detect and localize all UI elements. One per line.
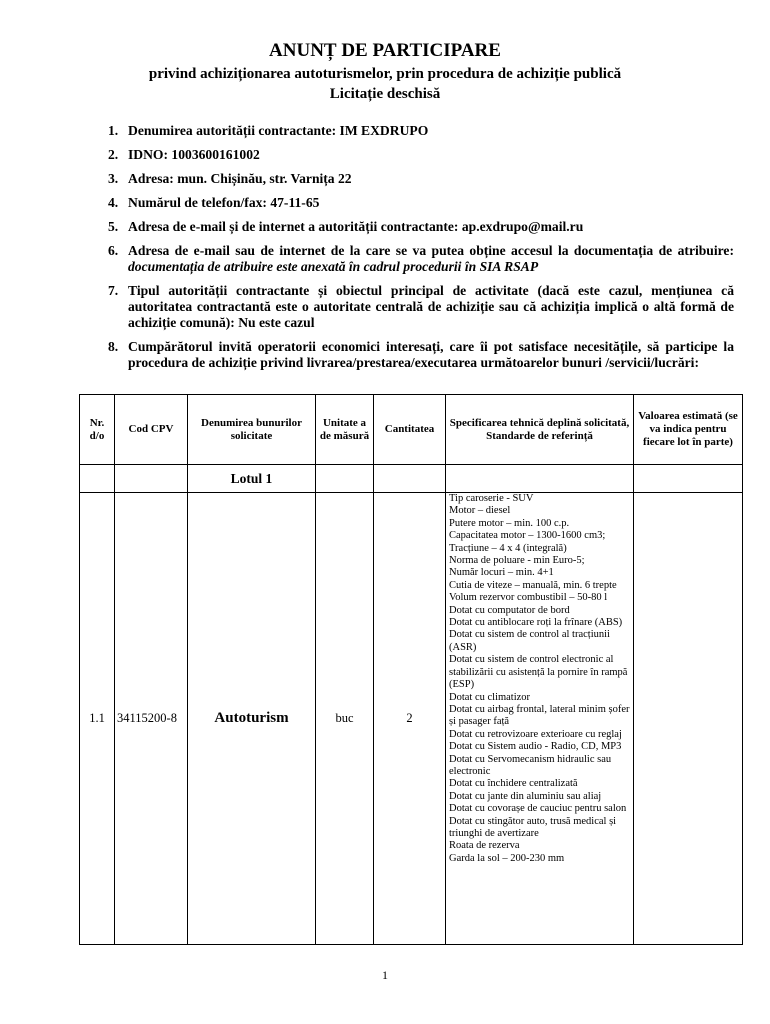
item-email: 5. Adresa de e-mail și de internet a autorității contractante: ap.exdrupo@mail.ru	[108, 219, 584, 234]
row-quantity: 2	[374, 493, 446, 945]
spec-line: Motor – diesel	[449, 505, 511, 517]
header-goods-name: Denumirea bunurilor solicitate	[188, 395, 316, 465]
spec-line: Număr locuri – min. 4+1	[449, 567, 554, 579]
header-cpv: Cod CPV	[115, 395, 188, 465]
row-goods-name: Autoturism	[188, 493, 316, 945]
spec-line: Dotat cu sistem de control electronic al stabilizării cu asistență la pornire în rampă (ESP)	[449, 654, 628, 691]
item-authority-type: 7. Tipul autorității contractante și obiectul principal de activitate (dacă este cazul, mențiunea că autoritatea contractantă este o autoritate centrală de achiziție sau că achiziția implică o altă formă de achiziție comună): Nu este cazul	[108, 283, 734, 330]
spec-line: Roata de rezerva	[449, 840, 520, 852]
spec-line: Dotat cu stingător auto, trusă medical și triunghi de avertizare	[449, 815, 617, 839]
spec-line: Dotat cu Servomecanism hidraulic sau electronic	[449, 753, 612, 777]
row-unit: buc	[316, 493, 374, 945]
row-cpv: 34115200-8	[115, 493, 188, 945]
page-number: 1	[382, 968, 388, 982]
spec-line: Putere motor – min. 100 c.p.	[449, 517, 570, 529]
document-subtitle: privind achiziționarea autoturismelor, prin procedura de achiziție publică	[148, 66, 622, 82]
document-title: ANUNȚ DE PARTICIPARE	[269, 40, 501, 61]
spec-line: Volum rezervor combustibil – 50-80 l	[449, 592, 608, 604]
spec-line: Cutia de viteze – manuală, min. 6 trepte	[449, 579, 617, 591]
spec-line: Tracțiune – 4 x 4 (integrală)	[449, 542, 567, 554]
lot-row	[80, 465, 743, 493]
spec-line: Dotat cu închidere centralizată	[449, 778, 578, 790]
spec-line: Norma de poluare - min Euro-5;	[449, 555, 585, 567]
item-authority-name: 1. Denumirea autorității contractante: IM EXDRUPO	[108, 123, 429, 138]
spec-line: Garda la sol – 200-230 mm	[449, 852, 565, 864]
spec-line: Dotat cu jante din aluminiu sau aliaj	[449, 790, 602, 802]
row-nr: 1.1	[80, 493, 115, 945]
header-quantity: Cantitatea	[374, 395, 446, 465]
spec-line: Dotat cu covorașe de cauciuc pentru salon	[449, 803, 627, 815]
item-invitation: 8. Cumpărătorul invită operatorii economici interesați, care îi pot satisface necesitățile, să participe la procedura de achiziție privind livrarea/prestarea/executarea următoarelor bunuri /servicii/lucrări:	[108, 339, 734, 370]
spec-line: Dotat cu retrovizoare exterioare cu reglaj	[449, 728, 622, 740]
item-phone: 4. Numărul de telefon/fax: 47-11-65	[108, 195, 320, 210]
spec-line: Dotat cu climatizor	[449, 691, 531, 703]
spec-line: Tip caroserie - SUV	[449, 493, 534, 504]
header-estimated-value: Valoarea estimată (se va indica pentru fiecare lot în parte)	[634, 395, 743, 465]
spec-line: Capacitatea motor – 1300-1600 cm3;	[449, 530, 606, 542]
spec-line: Dotat cu airbag frontal, lateral minim șofer și pasager față	[449, 703, 630, 728]
table-row	[80, 493, 743, 945]
item-documentation-access: 6. Adresa de e-mail sau de internet de la care se va putea obține accesul la documentația de atribuire: documentația de atribuire este anexată în cadrul procedurii în SIA RSAP	[108, 243, 734, 274]
procedure-type: Licitație deschisă	[329, 86, 441, 102]
row-estimated-value	[634, 493, 743, 945]
header-unit: Unitate a de măsură	[316, 395, 374, 465]
goods-table	[79, 394, 743, 945]
row-specification	[446, 493, 634, 945]
item-idno: 2. IDNO: 1003600161002	[108, 147, 260, 162]
item-address: 3. Adresa: mun. Chișinău, str. Varnița 22	[108, 171, 352, 186]
spec-line: Dotat cu computator de bord	[449, 604, 570, 616]
lot-label: Lotul 1	[188, 465, 316, 493]
header-nr: Nr. d/o	[80, 395, 115, 465]
spec-line: Dotat cu sistem de control al tracțiunii (ASR)	[449, 629, 610, 653]
spec-line: Dotat cu antiblocare roți la frînare (ABS)	[449, 617, 623, 629]
announcement-items	[82, 123, 734, 377]
table-header-row	[80, 395, 743, 465]
spec-line: Dotat cu Sistem audio - Radio, CD, MP3	[449, 741, 622, 753]
header-specification: Specificarea tehnică deplină solicitată, Standarde de referință	[446, 395, 634, 465]
specification-list	[449, 493, 630, 865]
